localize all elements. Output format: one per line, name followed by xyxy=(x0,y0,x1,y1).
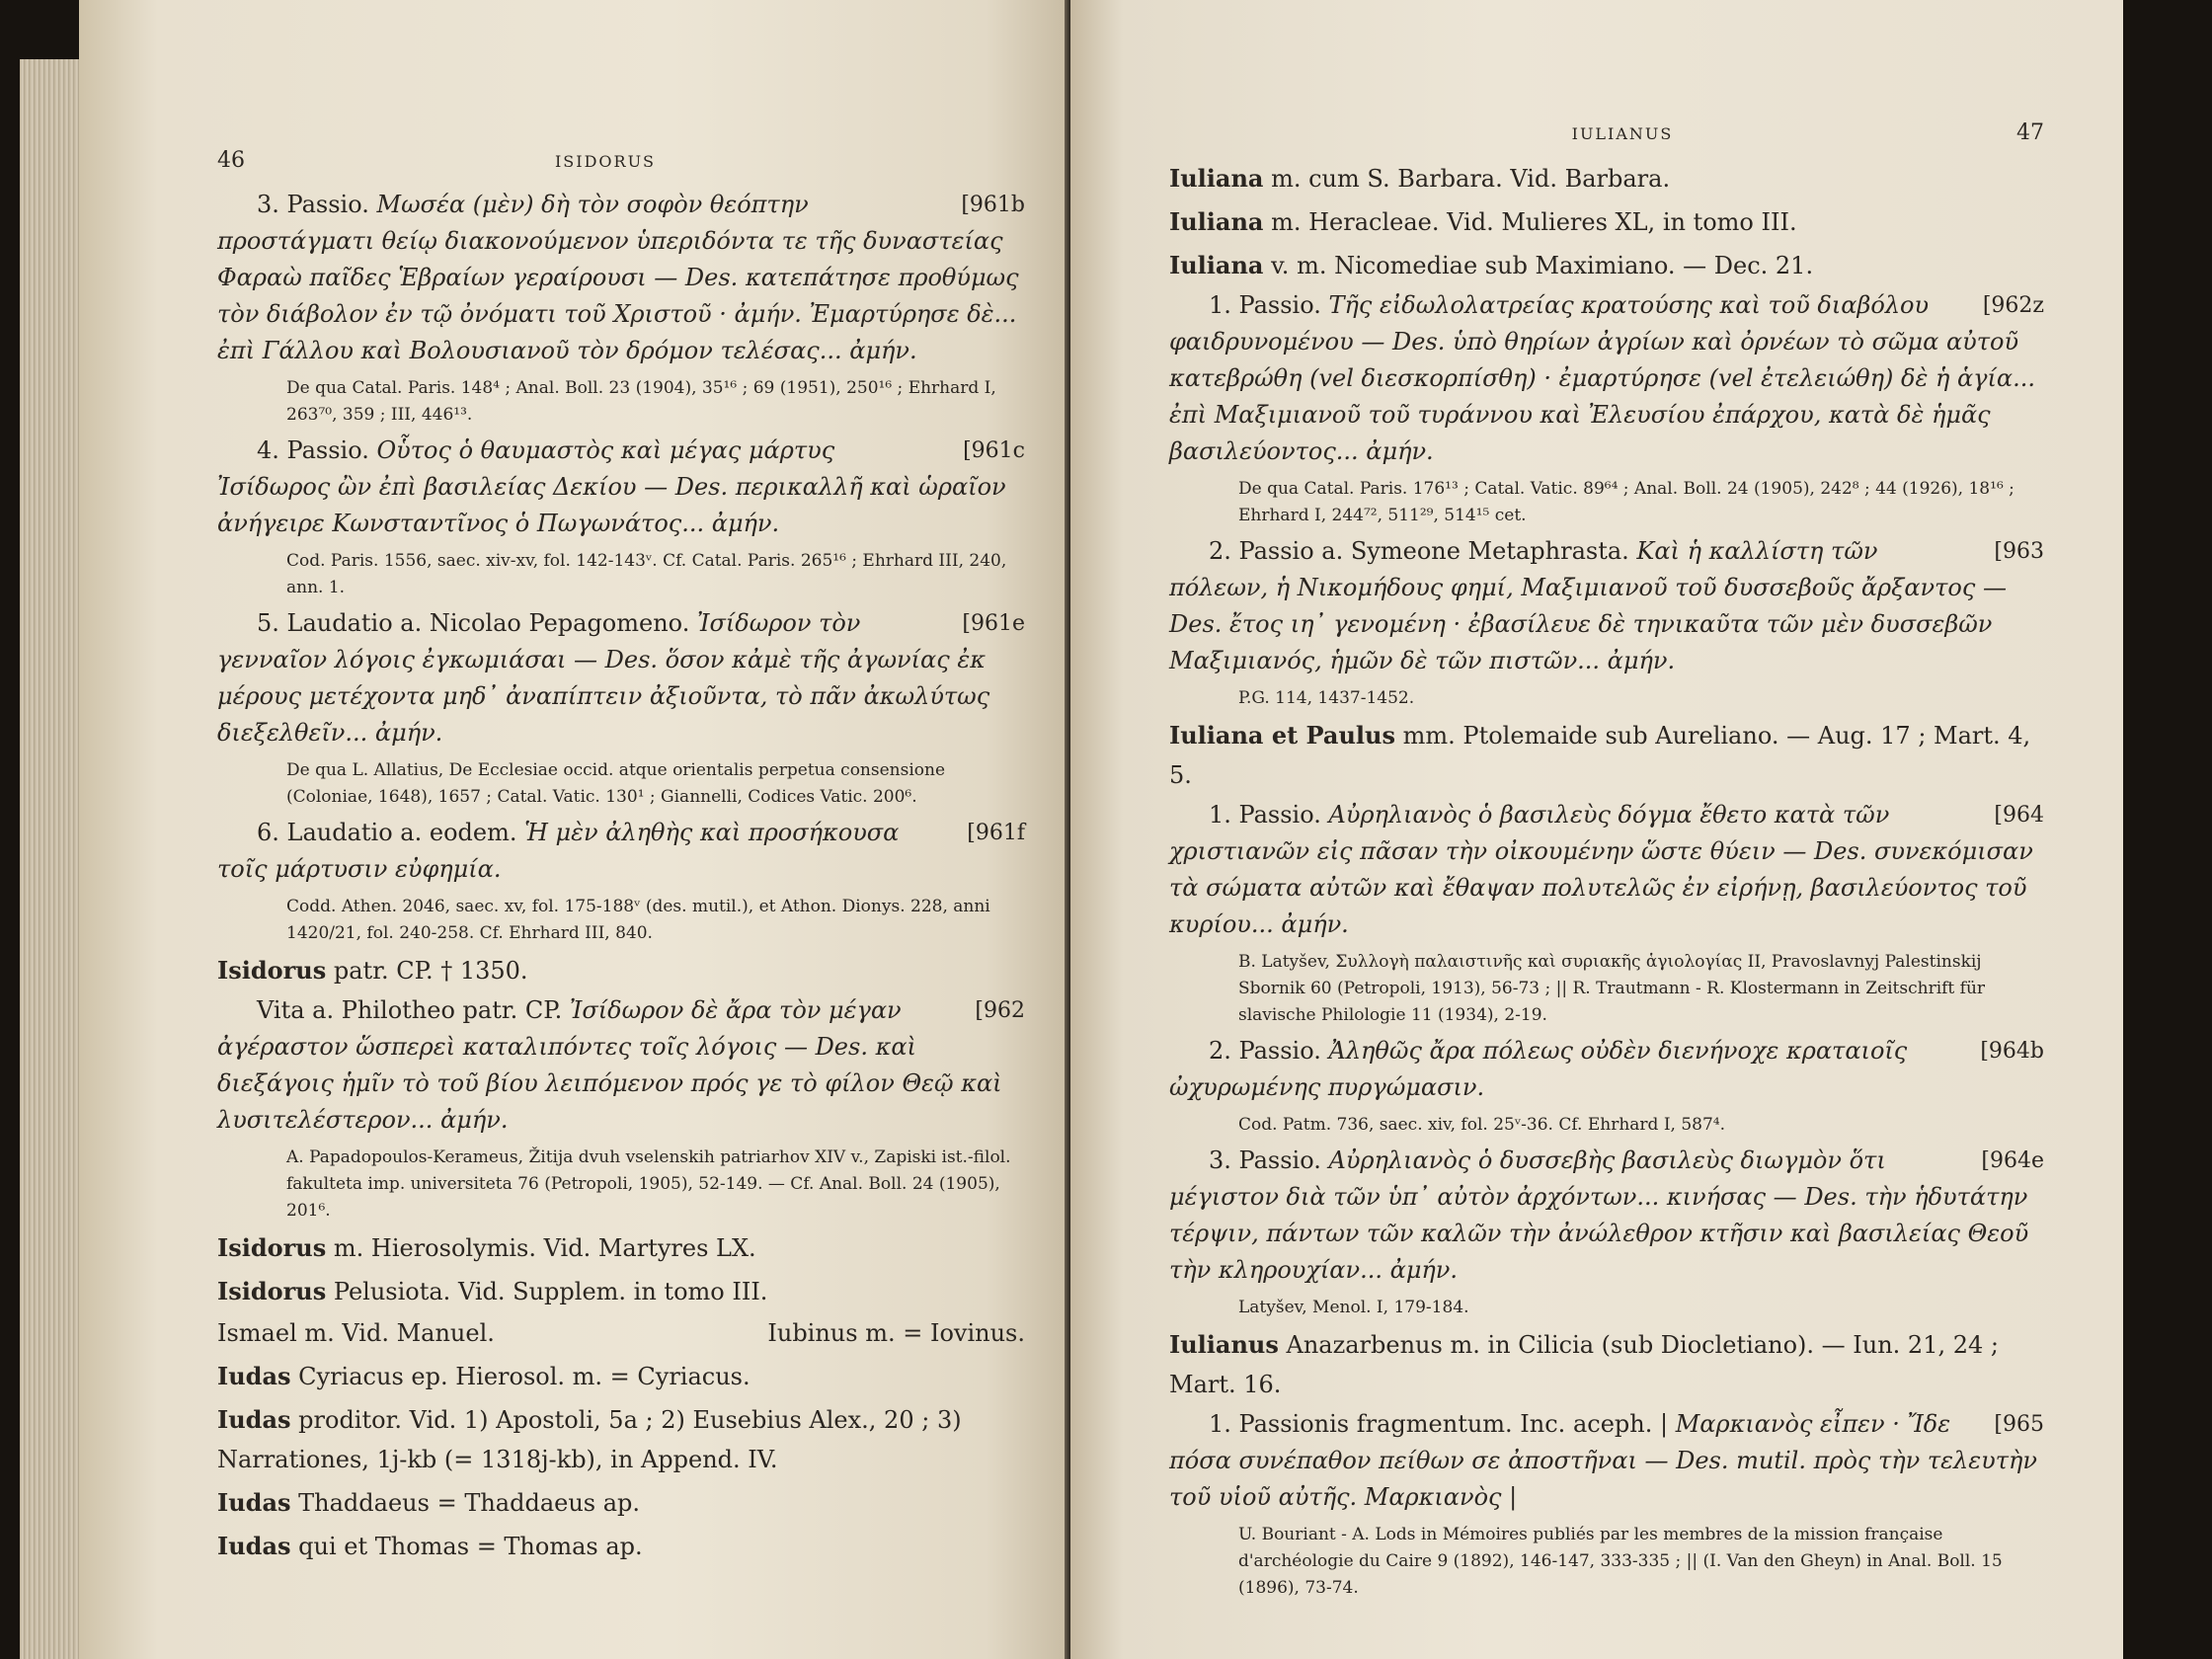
entry-reference-number: [961c xyxy=(963,438,1025,463)
lemma-heading xyxy=(217,1527,1025,1566)
right-running-title: IULIANUS xyxy=(1571,124,1674,143)
left-page xyxy=(79,0,1065,1659)
entry-paragraph xyxy=(1169,1033,2044,1106)
entry-paragraph xyxy=(217,992,1025,1139)
page-edges xyxy=(20,59,85,1659)
lemma-text: m. cum S. Barbara. Vid. Barbara. xyxy=(1263,165,1671,193)
lemma-heading xyxy=(217,1272,1025,1311)
lemma-text: Cyriacus ep. Hierosol. m. = Cyriacus. xyxy=(290,1363,750,1390)
lemma-text: Iubinus m. = Iovinus. xyxy=(767,1319,1025,1347)
entry-label: 5. Laudatio a. Nicolao Pepagomeno. xyxy=(257,609,697,637)
lemma-text: Thaddaeus = Thaddaeus ap. xyxy=(290,1489,641,1517)
citation-note: Codd. Athen. 2046, saec. xv, fol. 175-188ᵛ (des. mutil.), et Athon. Dionys. 228, anni 1420/21, fol. 240-258. Cf. Ehrhard III, 840. xyxy=(286,897,990,943)
right-page-number: 47 xyxy=(2016,120,2044,145)
lemma-heading xyxy=(1169,159,2044,198)
citation-note: Cod. Patm. 736, saec. xiv, fol. 25ᵛ-36. Cf. Ehrhard I, 587⁴. xyxy=(1238,1115,1726,1135)
lemma-text: patr. CP. † 1350. xyxy=(326,957,528,985)
lemma-text: m. Hierosolymis. Vid. Martyres LX. xyxy=(326,1234,756,1262)
entry-reference-number: [963 xyxy=(1994,539,2044,564)
lemma-name: Iuliana et Paulus xyxy=(1169,721,1396,750)
entry-label: 3. Passio. xyxy=(257,191,377,218)
lemma-name: Isidorus xyxy=(217,1277,327,1305)
lemma-name: Isidorus xyxy=(217,956,327,985)
entry-label: 3. Passio. xyxy=(1209,1146,1329,1174)
left-running-head xyxy=(217,148,1025,173)
citation-note: A. Papadopoulos-Kerameus, Žitija dvuh vselenskih patriarhov XIV v., Zapiski ist.-filol. fakulteta imp. universiteta 76 (Petropoli, 1905), 52-149. — Cf. Anal. Boll. 24 (1905), 201⁶. xyxy=(286,1147,1011,1221)
lemma-text: mm. Ptolemaide sub Aureliano. — Aug. 17 ; Mart. 4, 5. xyxy=(1169,722,2031,789)
entry-paragraph xyxy=(1169,1406,2044,1516)
entry-reference-number: [964 xyxy=(1994,803,2044,828)
entry-greek-text: Ἰσίδωρον τὸν γενναῖον λόγοις ἐγκωμιάσαι — Des. ὅσον κἀμὲ τῆς ἀγωνίας ἐκ μέρους μετέχοντα μηδ᾽ ἀναπίπτειν ἀξιοῦντα, τὸ πᾶν ἀκωλύτως διεξελθεῖν... ἀμήν. xyxy=(217,609,990,747)
lemma-name: Iudas xyxy=(217,1405,291,1434)
entry-label: 6. Laudatio a. eodem. xyxy=(257,819,525,846)
entry-greek-text: Μαρκιανὸς εἶπεν · Ἴδε πόσα συνέπαθον πείθων σε ἀποστῆναι — Des. mutil. πρὸς τὴν τελευτὴν τοῦ υἱοῦ αὐτῆς. Μαρκιανὸς | xyxy=(1169,1410,2037,1511)
entry-greek-text: Οὗτος ὁ θαυμαστὸς καὶ μέγας μάρτυς Ἰσίδωρος ὢν ἐπὶ βασιλείας Δεκίου — Des. περικαλλῆ καὶ ὡραῖον ἀνήγειρε Κωνσταντῖνος ὁ Πωγωνάτος... ἀμήν. xyxy=(217,436,1006,537)
two-column-lemma xyxy=(217,1313,1025,1353)
entry-label: 4. Passio. xyxy=(257,436,377,464)
citation-note: De qua Catal. Paris. 176¹³ ; Catal. Vatic. 89⁶⁴ ; Anal. Boll. 24 (1905), 242⁸ ; 44 (1926), 18¹⁶ ; Ehrhard I, 244⁷², 511²⁹, 514¹⁵ cet. xyxy=(1238,479,2014,525)
entry-greek-text: Μωσέα (μὲν) δὴ τὸν σοφὸν θεόπτην προστάγματι θείῳ διακονούμενον ὑπεριδόντα τε τῆς δυναστείας Φαραὼ παῖδες Ἑβραίων γεραίρουσι — Des. κατεπάτησε προθύμως τὸν διάβολον ἐν τῷ ὀνόματι τοῦ Χριστοῦ · ἀμήν. Ἐμαρτύρησε δὲ... ἐπὶ Γάλλου καὶ Βολουσιανοῦ τὸν δρόμον τελέσας... ἀμήν. xyxy=(217,191,1019,364)
entry-paragraph xyxy=(1169,287,2044,470)
lemma-name: Iuliana xyxy=(1169,207,1264,236)
entry-reference-number: [961f xyxy=(967,821,1025,845)
entry-paragraph xyxy=(217,605,1025,751)
right-page xyxy=(1070,0,2123,1659)
entry-paragraph xyxy=(1169,533,2044,679)
entry-label: 2. Passio. xyxy=(1209,1037,1329,1065)
entry-reference-number: [962 xyxy=(975,998,1025,1023)
lemma-name: Isidorus xyxy=(217,1233,327,1262)
lemma-name: Iulianus xyxy=(1169,1330,1279,1359)
lemma-heading xyxy=(217,1228,1025,1268)
citation-note: De qua L. Allatius, De Ecclesiae occid. atque orientalis perpetua consensione (Coloniae, 1648), 1657 ; Catal. Vatic. 130¹ ; Giannelli, Codices Vatic. 200⁶. xyxy=(286,760,946,807)
lemma-name: Iudas xyxy=(217,1532,291,1560)
lemma-text: Pelusiota. Vid. Supplem. in tomo III. xyxy=(326,1278,768,1305)
lemma-heading xyxy=(1169,246,2044,285)
lemma-text: proditor. Vid. 1) Apostoli, 5a ; 2) Eusebius Alex., 20 ; 3) Narrationes, 1j-kb (= 1318j-kb), in Append. IV. xyxy=(217,1406,962,1473)
left-page-body xyxy=(217,187,1025,1566)
entry-reference-number: [961e xyxy=(962,611,1025,636)
entry-greek-text: Ἀληθῶς ἄρα πόλεως οὐδὲν διενήνοχε κραταιοῖς ὠχυρωμένης πυργώμασιν. xyxy=(1169,1037,1908,1101)
entry-reference-number: [965 xyxy=(1994,1412,2044,1437)
citation-note: De qua Catal. Paris. 148⁴ ; Anal. Boll. 23 (1904), 35¹⁶ ; 69 (1951), 250¹⁶ ; Ehrhard I, 263⁷⁰, 359 ; III, 446¹³. xyxy=(286,378,996,425)
entry-reference-number: [961b xyxy=(961,193,1025,217)
lemma-name: Iudas xyxy=(217,1362,291,1390)
lemma-heading xyxy=(217,1357,1025,1396)
entry-label: 1. Passio. xyxy=(1209,801,1329,829)
entry-label: Vita a. Philotheo patr. CP. xyxy=(257,996,570,1024)
entry-greek-text: Ἡ μὲν ἀληθὴς καὶ προσήκουσα τοῖς μάρτυσιν εὐφημία. xyxy=(217,819,900,883)
lemma-heading xyxy=(217,1483,1025,1523)
entry-label: 1. Passio. xyxy=(1209,291,1329,319)
lemma-name: Iuliana xyxy=(1169,251,1264,279)
lemma-text: Anazarbenus m. in Cilicia (sub Diocletiano). — Iun. 21, 24 ; Mart. 16. xyxy=(1169,1331,1999,1398)
entry-paragraph xyxy=(217,433,1025,542)
entry-greek-text: Καὶ ἡ καλλίστη τῶν πόλεων, ἡ Νικομήδους φημί, Μαξιμιανοῦ τοῦ δυσσεβοῦς ἄρξαντος — Des. ἔτος ιη᾽ γενομένη · ἐβασίλευε δὲ τηνικαῦτα τῶν μὲν δυσσεβῶν Μαξιμιανός, ἡμῶν δὲ τῶν πιστῶν... ἀμήν. xyxy=(1169,537,2007,674)
lemma-heading xyxy=(217,951,1025,990)
citation-note: B. Latyšev, Συλλογὴ παλαιστινῆς καὶ συριακῆς ἁγιολογίας II, Pravoslavnyj Palestinskij Sbornik 60 (Petropoli, 1913), 56-73 ; || R. Trautmann - R. Klostermann in Zeitschrift für slavische Philologie 11 (1934), 2-19. xyxy=(1238,952,1986,1025)
entry-reference-number: [964b xyxy=(1980,1039,2044,1064)
lemma-heading xyxy=(1169,202,2044,242)
left-running-title: ISIDORUS xyxy=(554,152,657,171)
entry-greek-text: Αὐρηλιανὸς ὁ δυσσεβὴς βασιλεὺς διωγμὸν ὅτι μέγιστον διὰ τῶν ὑπ᾽ αὐτὸν ἀρχόντων... κινήσας — Des. τὴν ἡδυτάτην τέρψιν, πάντων τῶν καλῶν τὴν ἀνώλεθρον κτῆσιν καὶ βασιλείας Θεοῦ τὴν κληρουχίαν... ἀμήν. xyxy=(1169,1146,2029,1284)
entry-label: 1. Passionis fragmentum. Inc. aceph. | xyxy=(1209,1410,1676,1438)
lemma-text: m. Heracleae. Vid. Mulieres XL, in tomo III. xyxy=(1263,208,1797,236)
right-running-head xyxy=(1169,120,2044,145)
lemma-heading xyxy=(1169,1325,2044,1404)
entry-label: 2. Passio a. Symeone Metaphrasta. xyxy=(1209,537,1637,565)
citation-note: Cod. Paris. 1556, saec. xiv-xv, fol. 142-143ᵛ. Cf. Catal. Paris. 265¹⁶ ; Ehrhard III, 240, ann. 1. xyxy=(286,551,1007,597)
left-page-number: 46 xyxy=(217,148,245,173)
entry-paragraph xyxy=(217,815,1025,888)
entry-reference-number: [962z xyxy=(1982,293,2044,318)
right-page-body xyxy=(1169,159,2044,1602)
citation-note: Latyšev, Menol. I, 179-184. xyxy=(1238,1298,1469,1317)
entry-greek-text: Αὐρηλιανὸς ὁ βασιλεὺς δόγμα ἔθετο κατὰ τῶν χριστιανῶν εἰς πᾶσαν τὴν οἰκουμένην ὥστε θύειν — Des. συνεκόμισαν τὰ σώματα αὐτῶν καὶ ἔθαψαν πολυτελῶς ἐν εἰρήνῃ, βασιλεύοντος τοῦ κυρίου... ἀμήν. xyxy=(1169,801,2033,938)
entry-paragraph xyxy=(217,187,1025,369)
entry-paragraph xyxy=(1169,1143,2044,1289)
lemma-text: qui et Thomas = Thomas ap. xyxy=(290,1533,643,1560)
lemma-text: Ismael m. Vid. Manuel. xyxy=(217,1319,495,1347)
citation-note: U. Bouriant - A. Lods in Mémoires publiés par les membres de la mission française d'archéologie du Caire 9 (1892), 146-147, 333-335 ; || (I. Van den Gheyn) in Anal. Boll. 15 (1896), 73-74. xyxy=(1238,1525,2003,1598)
entry-greek-text: Τῆς εἰδωλολατρείας κρατούσης καὶ τοῦ διαβόλου φαιδρυνομένου — Des. ὑπὸ θηρίων ἀγρίων καὶ ὀρνέων τὸ σῶμα αὐτοῦ κατεβρώθη (vel διεσκορπίσθη) · ἐμαρτύρησε (vel ἐτελειώθη) δὲ ἡ ἁγία... ἐπὶ Μαξιμιανοῦ τοῦ τυράννου καὶ Ἐλευσίου ἐπάρχου, κατὰ δὲ ἡμᾶς βασιλεύοντος... ἀμήν. xyxy=(1169,291,2036,465)
entry-greek-text: Ἰσίδωρον δὲ ἄρα τὸν μέγαν ἀγέραστον ὥσπερεὶ καταλιπόντες τοῖς λόγοις — Des. καὶ διεξάγοις ἡμῖν τὸ τοῦ βίου λειπόμενον πρός γε τὸ φίλον Θεῷ καὶ λυσιτελέστερον... ἀμήν. xyxy=(217,996,1002,1134)
citation-note: P.G. 114, 1437-1452. xyxy=(1238,688,1415,708)
lemma-name: Iudas xyxy=(217,1488,291,1517)
entry-paragraph xyxy=(1169,797,2044,943)
lemma-text: v. m. Nicomediae sub Maximiano. — Dec. 21. xyxy=(1263,252,1814,279)
lemma-heading xyxy=(217,1400,1025,1479)
lemma-heading xyxy=(1169,716,2044,795)
entry-reference-number: [964e xyxy=(1981,1148,2044,1173)
lemma-name: Iuliana xyxy=(1169,164,1264,193)
